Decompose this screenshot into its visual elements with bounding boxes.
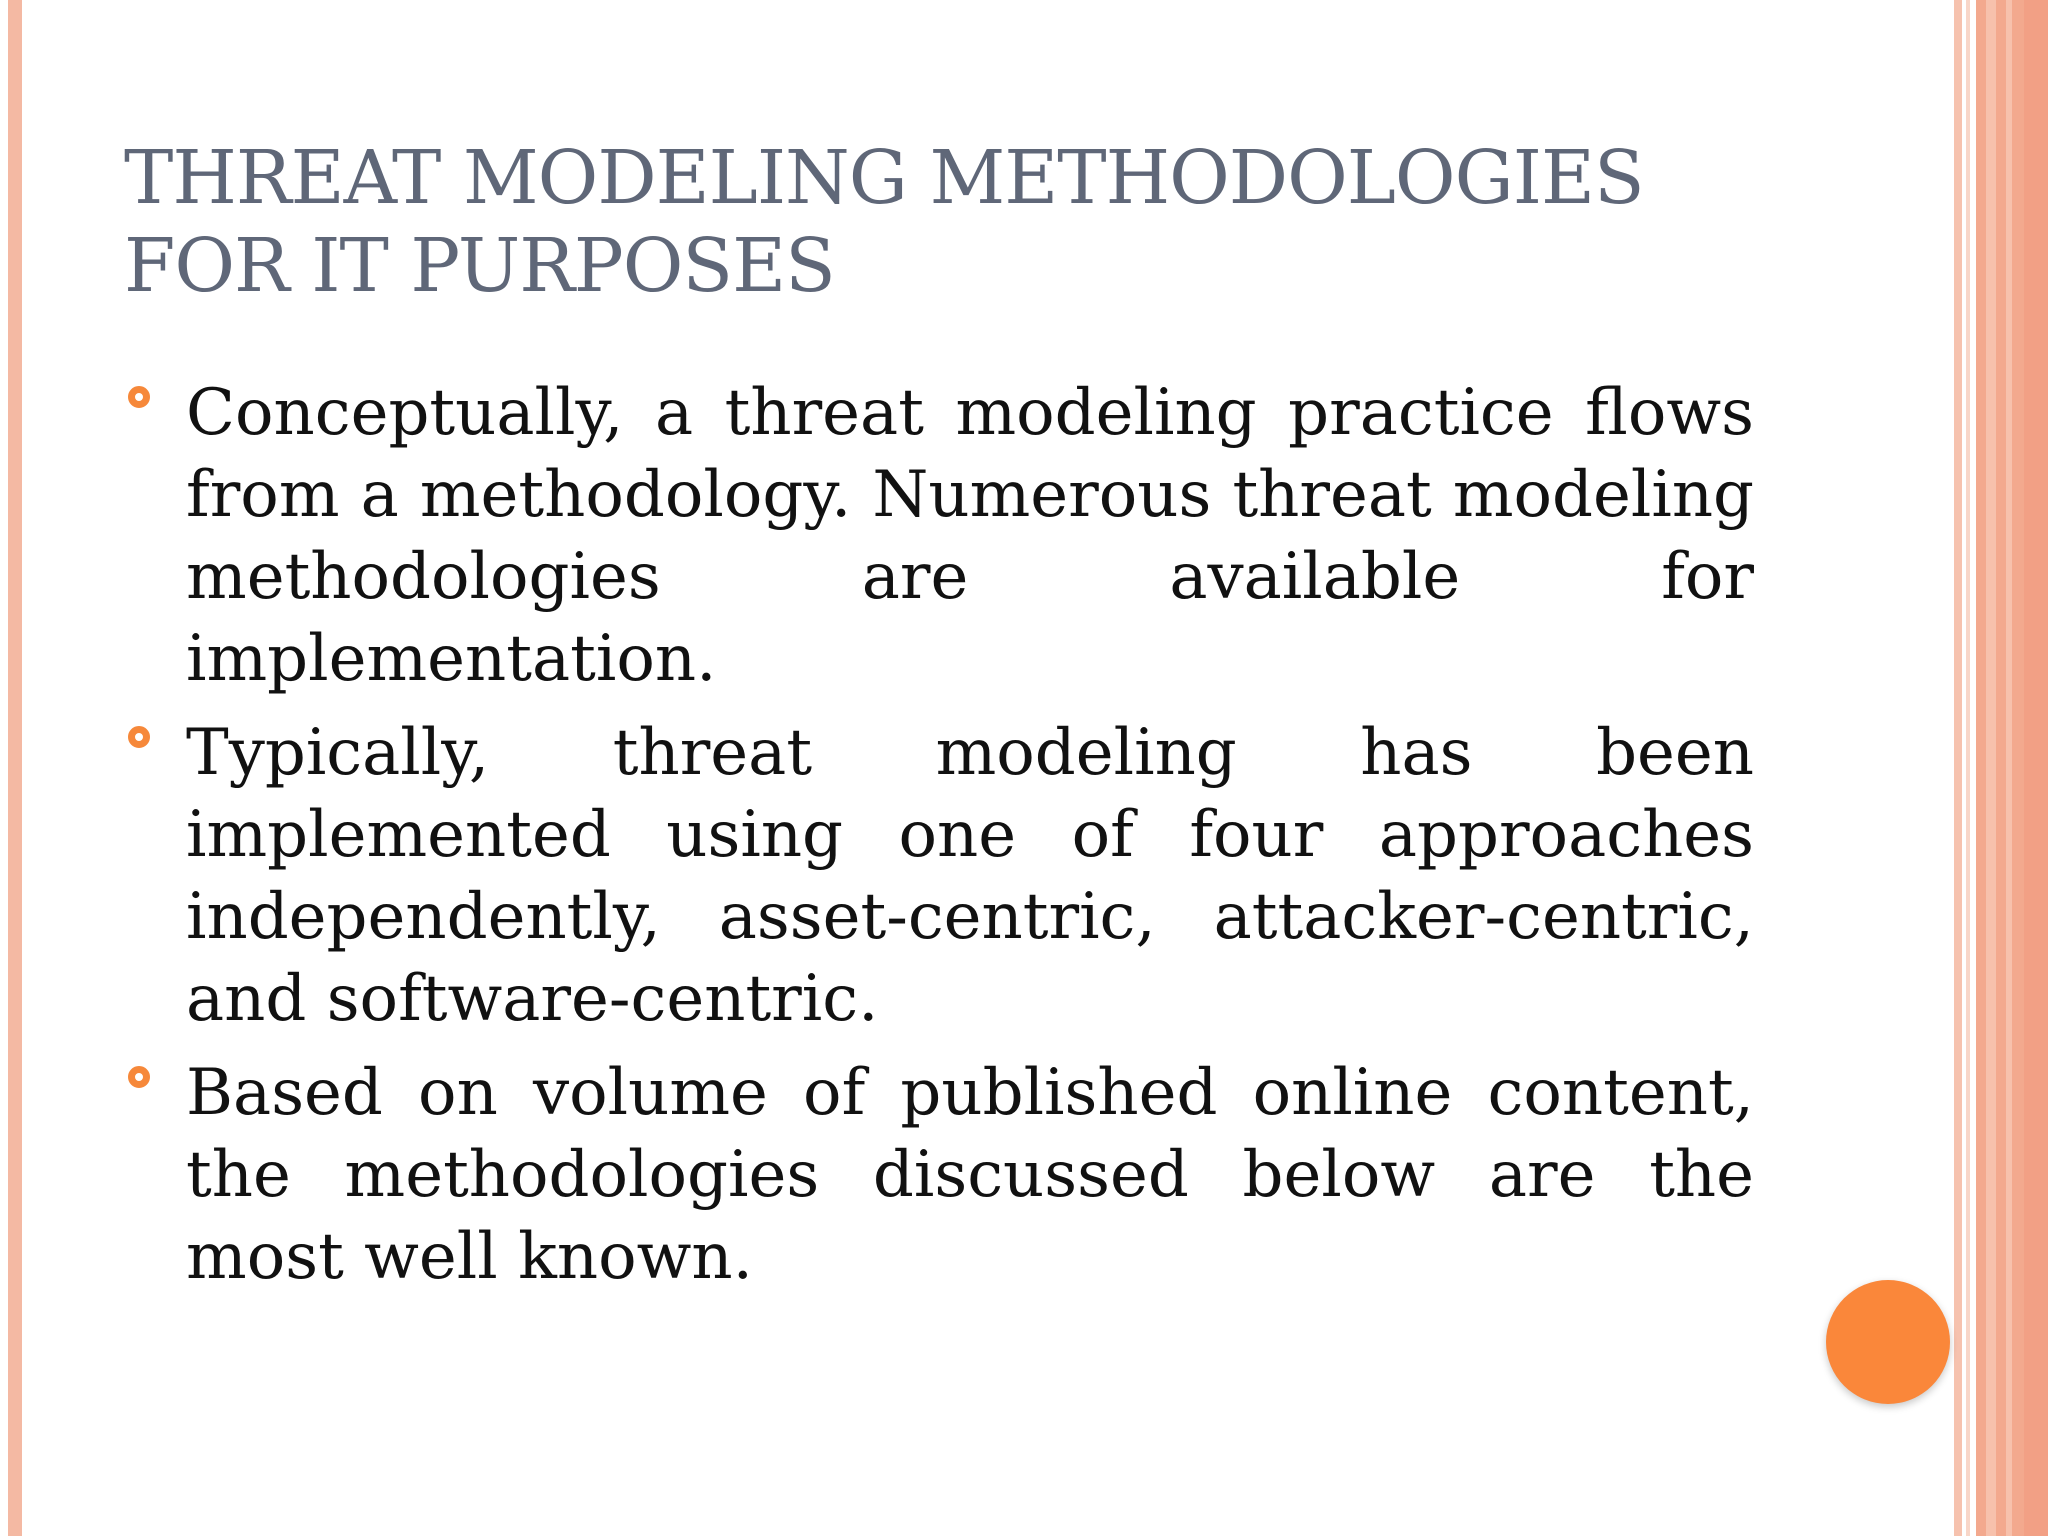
hollow-circle-bullet-icon bbox=[128, 726, 150, 748]
right-border-stripe bbox=[1986, 0, 1996, 1536]
slide-title: THREAT MODELING METHODOLOGIES FOR IT PURPOSES bbox=[124, 135, 1644, 309]
right-border-stripe bbox=[2024, 0, 2048, 1536]
bullet-item bbox=[124, 372, 1754, 700]
hollow-circle-bullet-icon bbox=[128, 386, 150, 408]
bullet-text: Typically, threat modeling has been implemented using one of four approaches independently, asset-centric, attacker-centric, and software-centric. bbox=[186, 716, 1754, 1036]
right-border-stripe bbox=[2006, 0, 2012, 1536]
bullet-item bbox=[124, 712, 1754, 1040]
bullet-text: Based on volume of published online content, the methodologies discussed below are the most well known. bbox=[186, 1056, 1754, 1294]
filled-orange-circle-icon bbox=[1826, 1280, 1950, 1404]
bullet-text: Conceptually, a threat modeling practice flows from a methodology. Numerous threat modeling methodologies are available for implementation. bbox=[186, 376, 1754, 696]
right-border-stripe bbox=[1966, 0, 1970, 1536]
bullet-list bbox=[124, 372, 1754, 1310]
bullet-item bbox=[124, 1052, 1754, 1298]
left-border bbox=[8, 0, 22, 1536]
right-border-stripe bbox=[1954, 0, 1962, 1536]
hollow-circle-bullet-icon bbox=[128, 1066, 150, 1088]
